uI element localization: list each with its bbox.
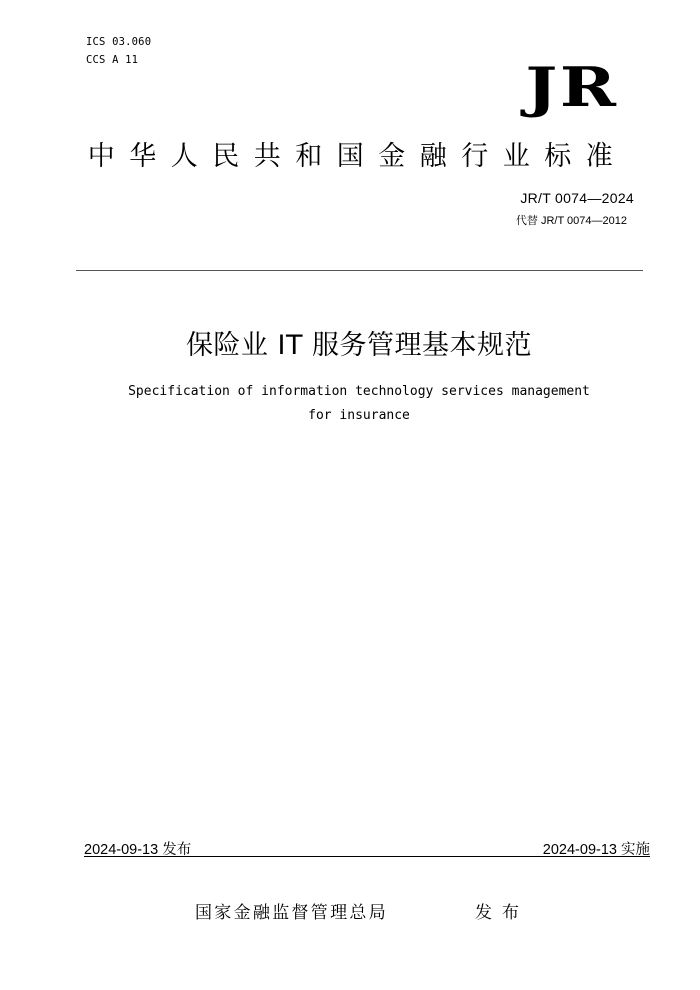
standard-number: JR/T 0074—2024 (520, 190, 634, 206)
issue-action: 发布 (475, 903, 529, 923)
document-title-english-line-2: for insurance (308, 408, 410, 423)
document-title-chinese: 保险业 IT 服务管理基本规范 (185, 330, 533, 361)
jr-logo: JR (524, 55, 618, 119)
header-divider (76, 270, 643, 271)
issuing-authority: 国家金融监督管理总局 (195, 903, 388, 923)
ccs-code: CCS A 11 (86, 54, 139, 66)
industry-standard-title: 中华人民共和国金融行业标准 (87, 141, 628, 172)
ics-code: ICS 03.060 (86, 36, 152, 48)
issue-date: 2024-09-13 发布 (84, 842, 192, 858)
replaced-standard: 代替 JR/T 0074—2012 (515, 215, 627, 227)
document-title-english-line-1: Specification of information technology services management (128, 384, 590, 399)
footer-divider (84, 856, 650, 857)
implementation-date: 2024-09-13 实施 (542, 842, 650, 858)
